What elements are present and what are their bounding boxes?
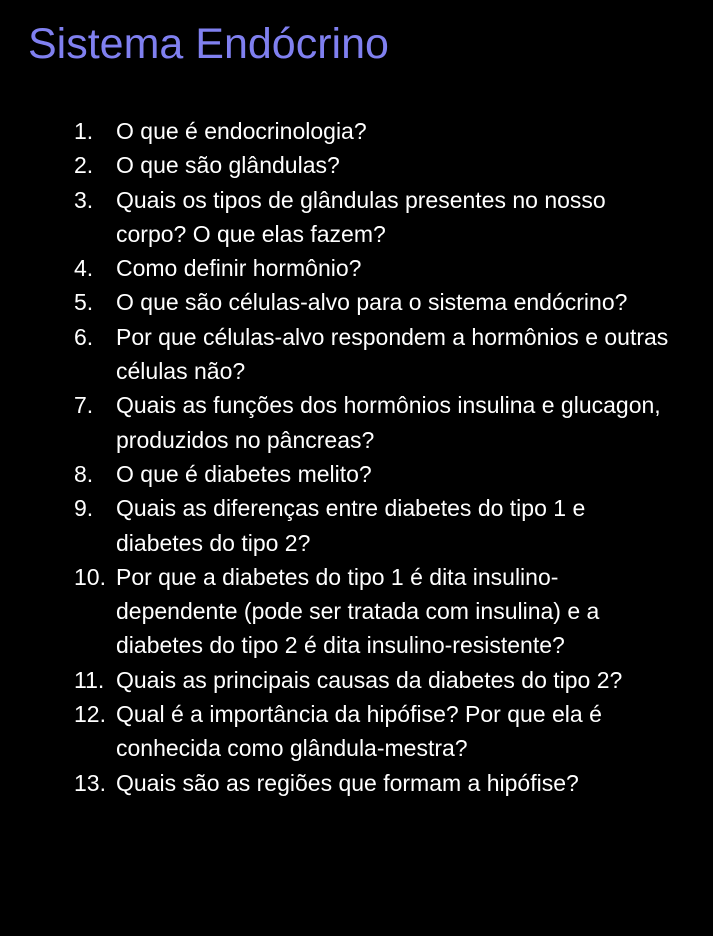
item-number: 2. [74,152,94,179]
item-number: 3. [74,186,94,213]
list-item [0,697,713,766]
list-item [0,251,713,285]
item-text: Quais são as regiões que formam a hipófise? [116,769,579,796]
list-item [0,560,713,663]
item-text: Qual é a importância da hipófise? Por que ela é conhecida como glândula-mestra? [116,701,602,762]
item-text: Quais as funções dos hormônios insulina e glucagon, produzidos no pâncreas? [116,392,661,453]
list-item [0,491,713,560]
list-item [0,183,713,252]
list-item [0,148,713,182]
item-text: Quais as principais causas da diabetes do tipo 2? [116,666,623,693]
item-number: 10. [74,563,106,590]
item-text: Quais as diferenças entre diabetes do tipo 1 e diabetes do tipo 2? [116,495,586,556]
item-text: O que são glândulas? [116,152,340,179]
item-text: Por que células-alvo respondem a hormônios e outras células não? [116,323,669,385]
item-number: 1. [74,118,94,144]
list-item [0,766,713,800]
item-number: 6. [74,323,94,350]
item-text: Quais os tipos de glândulas presentes no nosso corpo? O que elas fazem? [116,186,606,247]
item-number: 7. [74,392,94,419]
item-number: 4. [74,255,94,282]
question-list [0,114,713,800]
item-text: O que é diabetes melito? [116,460,372,487]
list-item [0,114,713,148]
item-text: Como definir hormônio? [116,255,362,282]
page-title: Sistema Endócrino [28,20,389,68]
list-item [0,320,713,389]
item-number: 11. [74,666,105,693]
list-item [0,457,713,491]
item-number: 12. [74,701,106,728]
item-number: 9. [74,495,94,522]
list-item [0,388,713,457]
item-text: Por que a diabetes do tipo 1 é dita insulino-dependente (pode ser tratada com insulina) e a diabetes do tipo 2 é dita insulino-resistente? [116,563,600,659]
list-item [0,285,713,319]
item-text: O que são células-alvo para o sistema endócrino? [116,289,628,316]
item-text: O que é endocrinologia? [116,118,367,144]
item-number: 8. [74,460,94,487]
item-number: 13. [74,769,106,796]
item-number: 5. [74,289,94,316]
list-item [0,663,713,697]
